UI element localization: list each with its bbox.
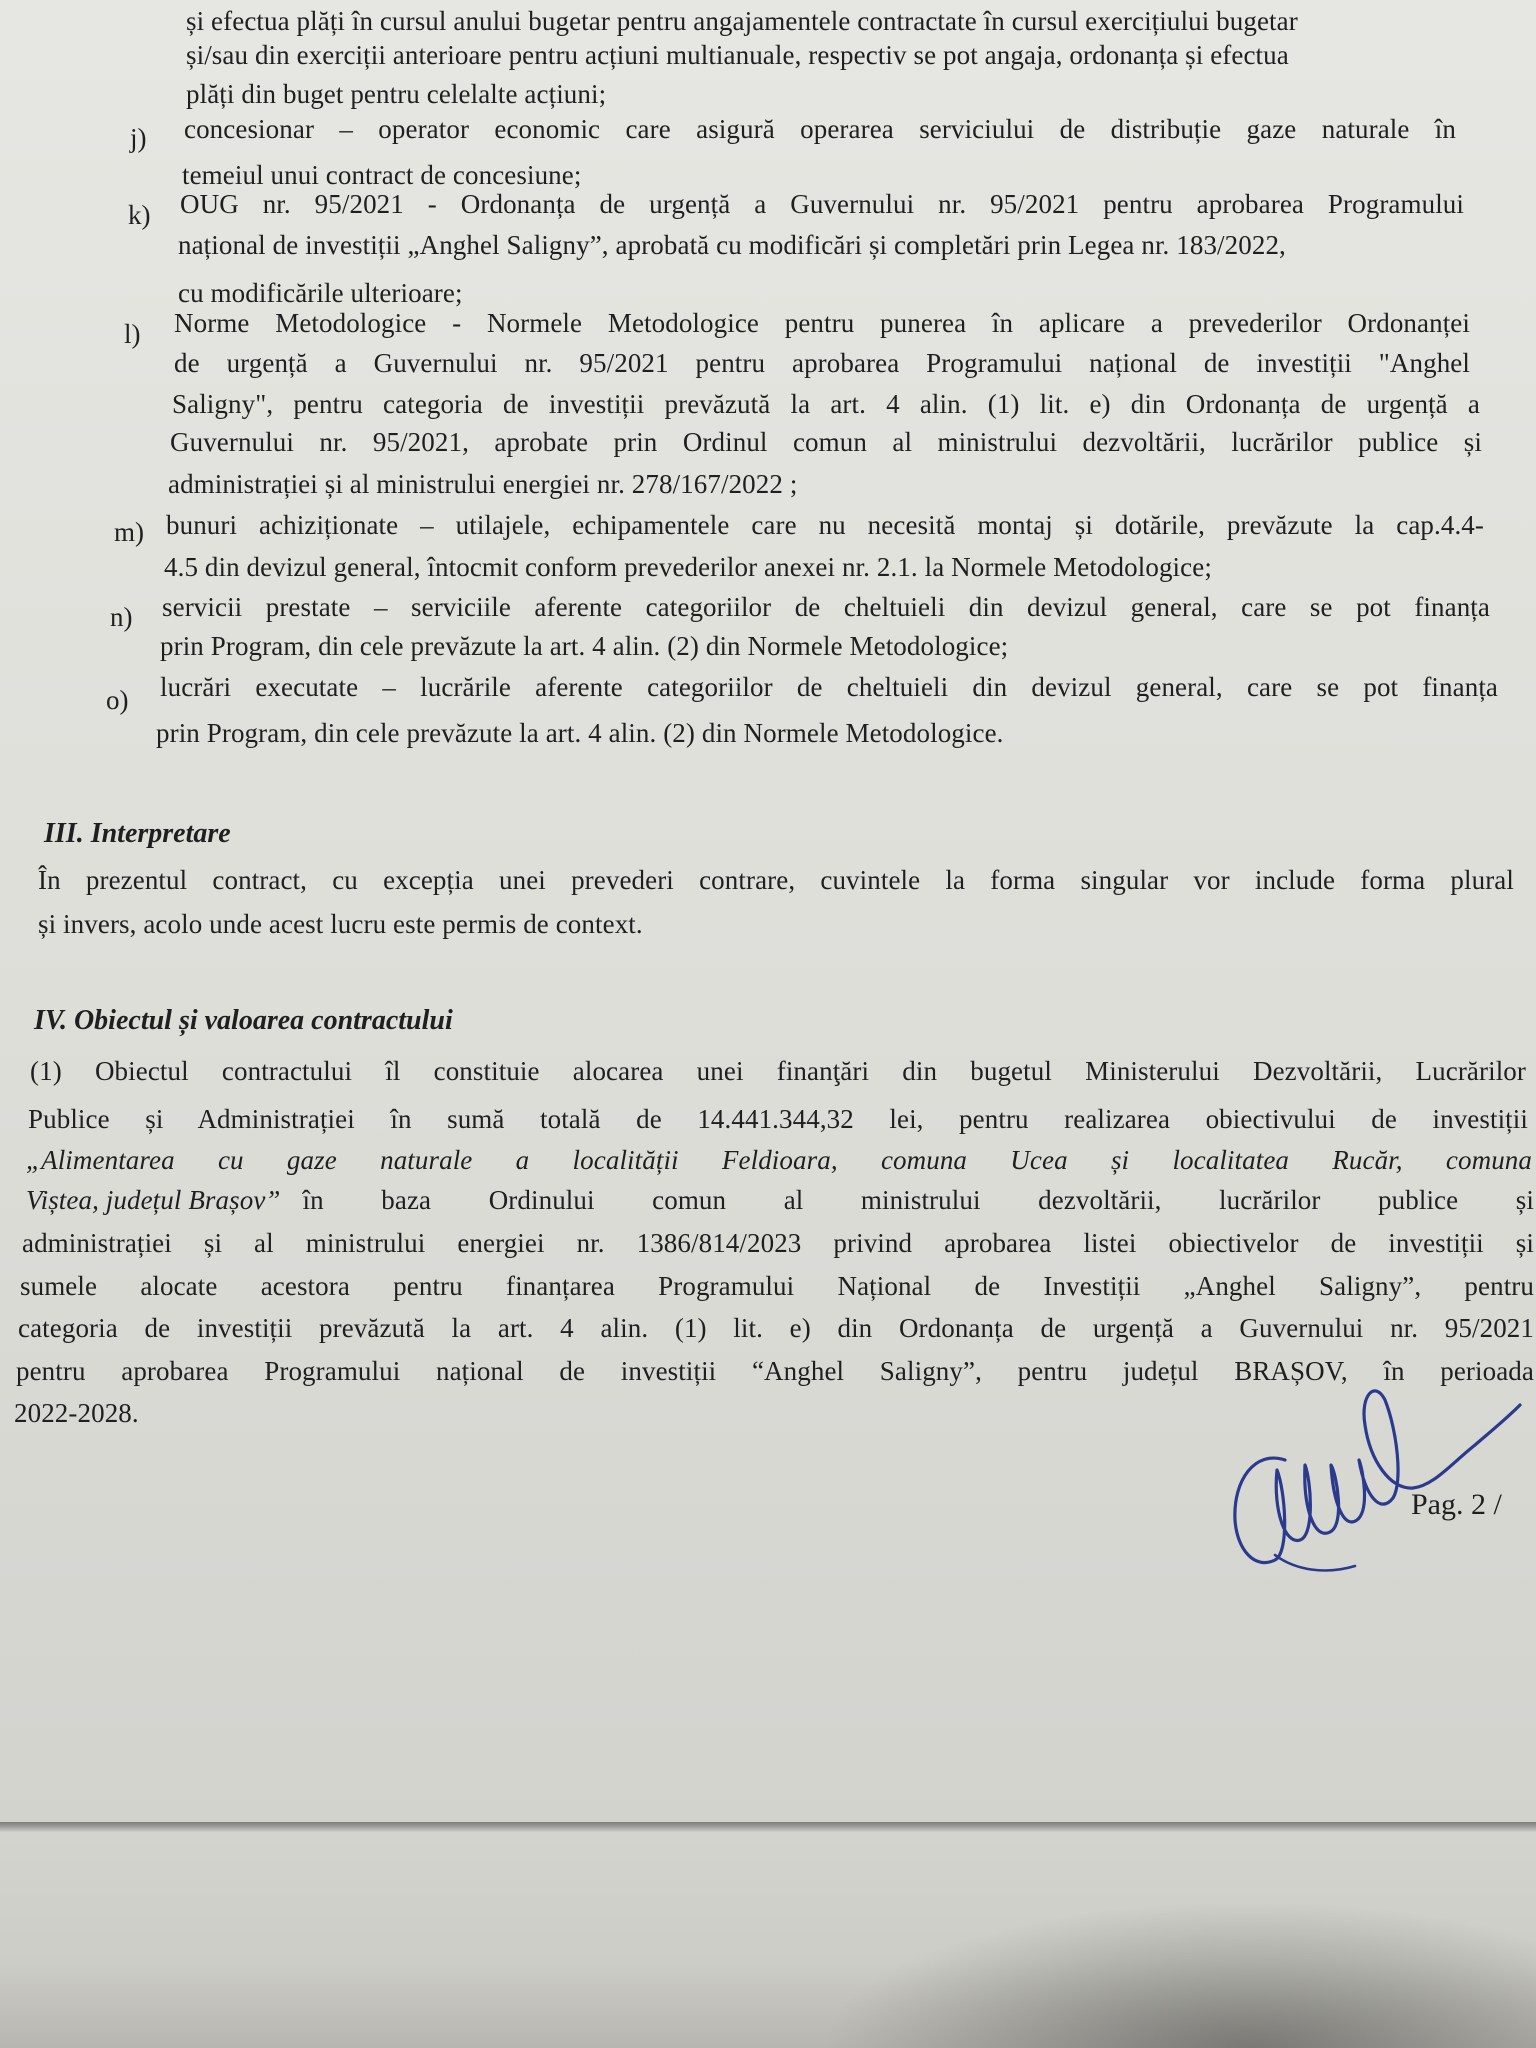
list-item-label: n) [110, 602, 133, 632]
list-item-label: o) [106, 685, 129, 715]
list-item-text: de urgență a Guvernului nr. 95/2021 pentru aprobarea Programului național de investiții "Anghel [174, 348, 1470, 378]
text-line: și efectua plăți în cursul anului bugetar pentru angajamentele contractate în cursul exercițiului bugetar [186, 6, 1298, 36]
text-line: plăți din buget pentru celelalte acțiuni; [186, 79, 607, 109]
section-text: categoria de investiții prevăzută la art. 4 alin. (1) lit. e) din Ordonanța de urgență a Guvernului nr. 95/2021 [18, 1313, 1534, 1343]
section-heading-obiectul: IV. Obiectul și valoarea contractului [34, 1005, 453, 1036]
section-text: sumele alocate acestora pentru finanțarea Programului Național de Investiții „Anghel Saligny”, pentru [20, 1271, 1534, 1301]
page-bottom-edge [0, 1822, 1536, 1832]
section-text: Publice și Administrației în sumă totală de 14.441.344,32 lei, pentru realizarea obiectivului de investiții [28, 1104, 1528, 1134]
list-item-text: național de investiții „Anghel Saligny”, aprobată cu modificări și completări prin Legea nr. 183/2022, [178, 230, 1286, 260]
section-text: pentru aprobarea Programului național de investiții “Anghel Saligny”, pentru județul BRAȘOV, în perioada [16, 1356, 1534, 1386]
list-item-label: j) [130, 123, 147, 153]
list-item-text: bunuri achiziționate – utilajele, echipamentele care nu necesită montaj și dotările, prevăzute la cap.4.4- [166, 510, 1484, 540]
list-item-text: Norme Metodologice - Normele Metodologice pentru punerea în aplicare a prevederilor Ordonanței [174, 308, 1470, 338]
list-item-text: OUG nr. 95/2021 - Ordonanța de urgență a Guvernului nr. 95/2021 pentru aprobarea Programului [180, 189, 1464, 219]
section-heading-interpretare: III. Interpretare [44, 818, 231, 849]
section-text: 2022-2028. [14, 1398, 139, 1428]
list-item-text: 4.5 din devizul general, întocmit conform prevederilor anexei nr. 2.1. la Normele Metodologice; [164, 552, 1212, 582]
text-line: și/sau din exerciții anterioare pentru acțiuni multianuale, respectiv se pot angaja, ordonanța și efectua [186, 40, 1289, 70]
list-item-text: temeiul unui contract de concesiune; [182, 160, 582, 190]
list-item-text: Saligny", pentru categoria de investiții prevăzută la art. 4 alin. (1) lit. e) din Ordonanța de urgență a [172, 389, 1480, 419]
page-number: Pag. 2 / [1411, 1488, 1502, 1521]
list-item-text: concesionar – operator economic care asigură operarea serviciului de distribuție gaze naturale în [184, 114, 1456, 144]
section-text: în baza Ordinului comun al ministrului dezvoltării, lucrărilor publice și [302, 1185, 1534, 1215]
section-text: și invers, acolo unde acest lucru este permis de context. [38, 909, 643, 939]
list-item-label: k) [128, 200, 151, 230]
list-item-label: l) [124, 319, 141, 349]
list-item-text: administrației și al ministrului energiei nr. 278/167/2022 ; [168, 469, 798, 499]
handwritten-signature [1215, 1370, 1525, 1580]
project-location-italic: Viștea, județul Brașov” [26, 1185, 281, 1215]
list-item-text: servicii prestate – serviciile aferente categoriilor de cheltuieli din devizul general, care se pot finanța [162, 592, 1490, 622]
section-text: În prezentul contract, cu excepția unei prevederi contrare, cuvintele la forma singular vor include forma plural [38, 865, 1514, 895]
section-text: administrației și al ministrului energiei nr. 1386/814/2023 privind aprobarea listei obiectivelor de investiții și [22, 1228, 1534, 1258]
project-title-italic: „Alimentarea cu gaze naturale a localității Feldioara, comuna Ucea și localitatea Rucăr, comuna [26, 1145, 1532, 1175]
list-item-text: lucrări executate – lucrările aferente categoriilor de cheltuieli din devizul general, care se pot finanța [160, 672, 1498, 702]
list-item-text: prin Program, din cele prevăzute la art. 4 alin. (2) din Normele Metodologice. [156, 718, 1004, 748]
section-text: (1) Obiectul contractului îl constituie alocarea unei finanţări din bugetul Ministerului Dezvoltării, Lucrărilor [30, 1056, 1526, 1086]
list-item-text: cu modificările ulterioare; [178, 278, 463, 308]
section-text-row [26, 1183, 1534, 1217]
list-item-text: Guvernului nr. 95/2021, aprobate prin Ordinul comun al ministrului dezvoltării, lucrărilor publice și [170, 427, 1482, 457]
list-item-label: m) [114, 517, 144, 547]
list-item-text: prin Program, din cele prevăzute la art. 4 alin. (2) din Normele Metodologice; [160, 631, 1009, 661]
hand-shadow [820, 1900, 1536, 2048]
